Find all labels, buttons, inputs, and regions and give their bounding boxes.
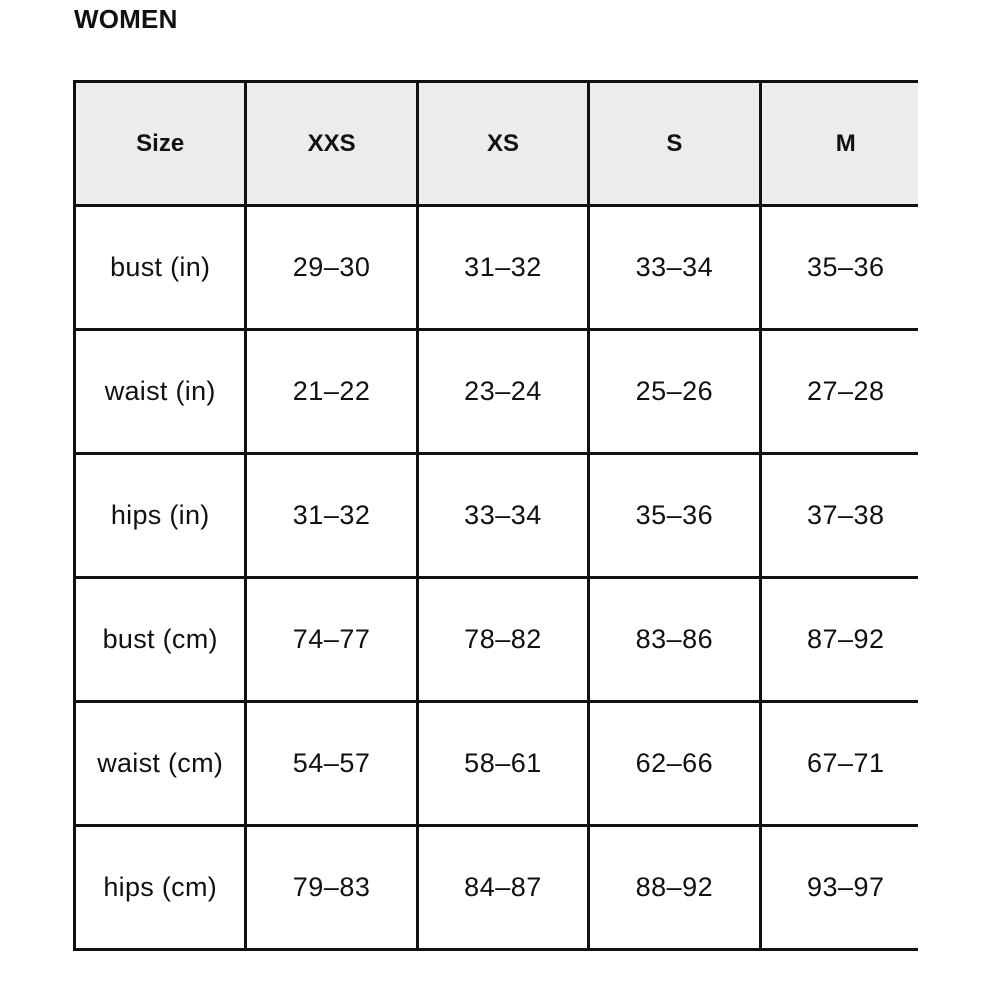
header-size: Size [75, 82, 246, 206]
row-label-hips-in: hips (in) [75, 454, 246, 578]
table-cell: 21–22 [246, 330, 417, 454]
table-cell: 37–38 [760, 454, 918, 578]
row-label-waist-in: waist (in) [75, 330, 246, 454]
row-label-hips-cm: hips (cm) [75, 826, 246, 950]
table-cell: 54–57 [246, 702, 417, 826]
table-cell: 33–34 [417, 454, 588, 578]
table-cell: 35–36 [589, 454, 760, 578]
table-cell: 23–24 [417, 330, 588, 454]
table-row [75, 578, 919, 702]
table-cell: 84–87 [417, 826, 588, 950]
header-s: S [589, 82, 760, 206]
header-m: M [760, 82, 918, 206]
table-cell: 62–66 [589, 702, 760, 826]
table-cell: 58–61 [417, 702, 588, 826]
table-row [75, 206, 919, 330]
header-xs: XS [417, 82, 588, 206]
table-cell: 88–92 [589, 826, 760, 950]
table-row [75, 702, 919, 826]
table-row [75, 454, 919, 578]
size-chart-container [73, 80, 918, 990]
table-cell: 35–36 [760, 206, 918, 330]
table-cell: 31–32 [417, 206, 588, 330]
row-label-bust-cm: bust (cm) [75, 578, 246, 702]
row-label-bust-in: bust (in) [75, 206, 246, 330]
table-cell: 83–86 [589, 578, 760, 702]
table-cell: 87–92 [760, 578, 918, 702]
table-cell: 67–71 [760, 702, 918, 826]
table-cell: 27–28 [760, 330, 918, 454]
table-cell: 25–26 [589, 330, 760, 454]
table-cell: 79–83 [246, 826, 417, 950]
table-row [75, 826, 919, 950]
table-cell: 29–30 [246, 206, 417, 330]
table-cell: 93–97 [760, 826, 918, 950]
table-cell: 74–77 [246, 578, 417, 702]
row-label-waist-cm: waist (cm) [75, 702, 246, 826]
size-chart-table [73, 80, 918, 951]
table-row [75, 330, 919, 454]
table-header-row [75, 82, 919, 206]
header-xxs: XXS [246, 82, 417, 206]
table-cell: 31–32 [246, 454, 417, 578]
page-title: WOMEN [74, 4, 178, 34]
table-cell: 33–34 [589, 206, 760, 330]
table-cell: 78–82 [417, 578, 588, 702]
